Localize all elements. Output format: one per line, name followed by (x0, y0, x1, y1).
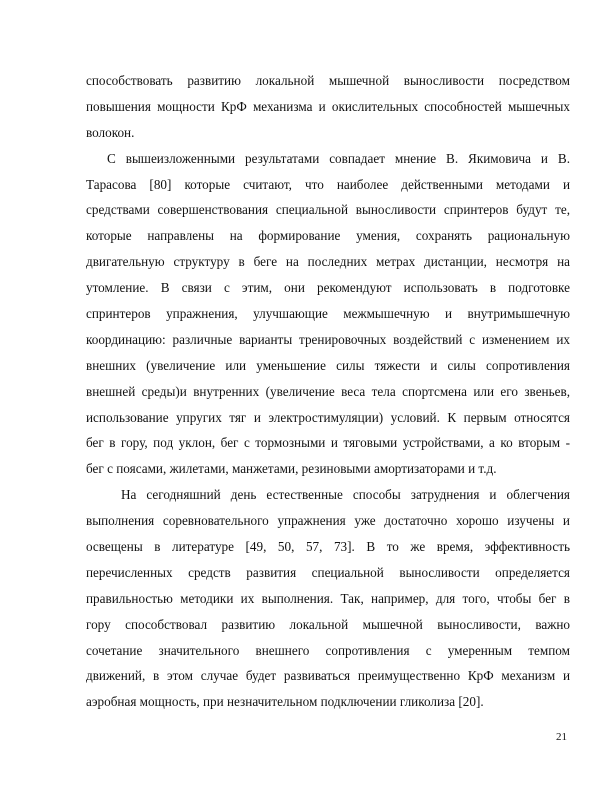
text-line: волокон. (86, 124, 135, 140)
text-line: бег в гору, под уклон, бег с тормозными и тяговыми устройствами, а ко вторым - (86, 435, 570, 451)
main-text (86, 68, 570, 715)
text-line: способствовать развитию локальной мышечной выносливости посредством (86, 73, 570, 88)
text-line: выполнения соревновательного упражнения уже достаточно хорошо изучены и (86, 513, 570, 529)
text-line: аэробная мощность, при незначительном подключении гликолиза [20]. (86, 694, 484, 710)
text-line: внешней среды)и внутренних (увеличение веса тела спортсмена или его звеньев, (86, 383, 570, 399)
text-line: С вышеизложенными результатами совпадает мнение В. Якимовича и В. (107, 150, 570, 166)
text-line: двигательную структуру в беге на последних метрах дистанции, несмотря на (86, 254, 570, 270)
text-line: правильностью методики их выполнения. Так, например, для того, чтобы бег в (86, 590, 570, 606)
text-line: бег с поясами, жилетами, манжетами, резиновыми амортизаторами и т.д. (86, 461, 497, 477)
text-line: средствами совершенствования специальной выносливости спринтеров будут те, (86, 202, 570, 218)
text-line: движений, в этом случае будет развиваться преимущественно КрФ механизм и (86, 668, 570, 684)
text-line: спринтеров упражнения, улучшающие межмышечную и внутримышечную (86, 306, 570, 322)
paragraph-3 (86, 482, 570, 715)
text-line: внешних (увеличение или уменьшение силы тяжести и силы сопротивления (86, 357, 570, 373)
text-line: гору способствовал развитию локальной мышечной выносливости, важно (86, 616, 570, 632)
paragraph-1 (86, 68, 570, 146)
paragraph-2 (86, 146, 570, 483)
text-line: повышения мощности КрФ механизма и окислительных способностей мышечных (86, 98, 570, 114)
text-line: Тарасова [80] которые считают, что наиболее действенными методами и (86, 176, 570, 192)
page-number: 21 (556, 731, 567, 743)
text-line: На сегодняшний день естественные способы затруднения и облегчения (121, 487, 570, 503)
text-line: координацию: различные варианты тренировочных воздействий с изменением их (86, 331, 570, 347)
text-line: использование упругих тяг и электростимуляции) условий. К первым относятся (86, 409, 570, 425)
text-line: перечисленных средств развития специальной выносливости определяется (86, 564, 570, 580)
text-line: которые направлены на формирование умения, сохранять рациональную (86, 228, 570, 244)
text-line: сочетание значительного внешнего сопротивления с умеренным темпом (86, 642, 570, 658)
text-line: утомление. В связи с этим, они рекомендуют использовать в подготовке (86, 280, 570, 296)
text-line: освещены в литературе [49, 50, 57, 73]. В то же время, эффективность (86, 539, 570, 555)
